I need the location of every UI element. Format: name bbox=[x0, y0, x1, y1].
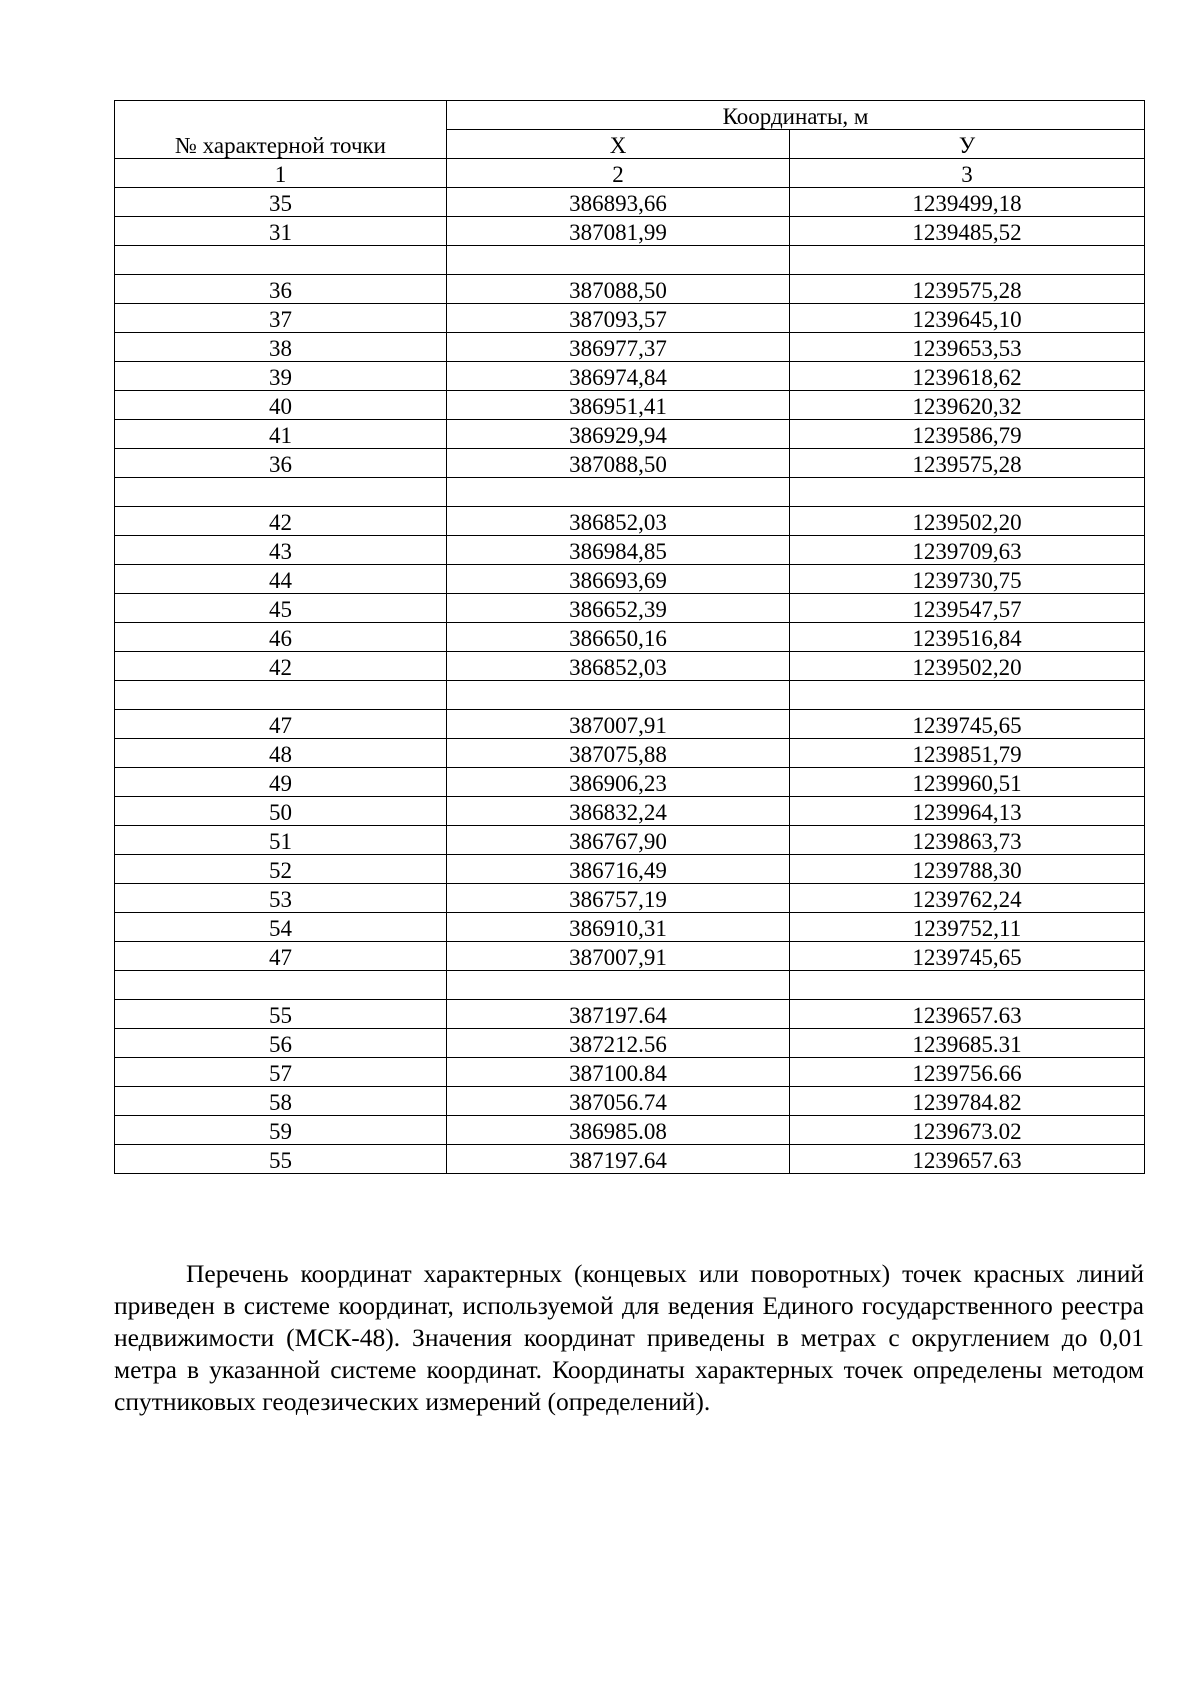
point-number-header-label: № характерной точки bbox=[174, 133, 386, 158]
column-number-row bbox=[115, 159, 1145, 188]
x-coordinate-cell bbox=[447, 478, 790, 507]
table-row bbox=[115, 855, 1145, 884]
table-row bbox=[115, 304, 1145, 333]
point-number: 53 bbox=[269, 887, 292, 912]
table-row bbox=[115, 391, 1145, 420]
y-coordinate: 1239745,65 bbox=[912, 713, 1022, 738]
y-coordinate: 1239685.31 bbox=[912, 1032, 1022, 1057]
x-coordinate: 387197.64 bbox=[569, 1003, 667, 1028]
y-coordinate: 1239762,24 bbox=[912, 887, 1022, 912]
y-coordinate: 1239745,65 bbox=[912, 945, 1022, 970]
y-coordinate: 1239863,73 bbox=[912, 829, 1022, 854]
point-number-cell bbox=[115, 739, 447, 768]
table-row bbox=[115, 449, 1145, 478]
y-coordinate-cell bbox=[790, 362, 1145, 391]
x-coordinate: 386652,39 bbox=[569, 597, 667, 622]
table-row bbox=[115, 971, 1145, 1000]
point-number: 51 bbox=[269, 829, 292, 854]
y-coordinate: 1239502,20 bbox=[912, 655, 1022, 680]
x-coordinate-cell bbox=[447, 449, 790, 478]
y-coordinate: 1239653,53 bbox=[912, 336, 1022, 361]
table-row bbox=[115, 478, 1145, 507]
y-coordinate-cell bbox=[790, 1116, 1145, 1145]
point-number-cell bbox=[115, 710, 447, 739]
x-coordinate-cell bbox=[447, 333, 790, 362]
table-row bbox=[115, 1087, 1145, 1116]
table-row bbox=[115, 797, 1145, 826]
point-number: 35 bbox=[269, 191, 292, 216]
point-number: 45 bbox=[269, 597, 292, 622]
y-coordinate: 1239709,63 bbox=[912, 539, 1022, 564]
point-number: 40 bbox=[269, 394, 292, 419]
y-coordinate: 1239788,30 bbox=[912, 858, 1022, 883]
x-coordinate: 386977,37 bbox=[569, 336, 667, 361]
point-number: 54 bbox=[269, 916, 292, 941]
point-number: 50 bbox=[269, 800, 292, 825]
x-header-label: Х bbox=[609, 133, 627, 158]
table-row bbox=[115, 1058, 1145, 1087]
x-coordinate: 386984,85 bbox=[569, 539, 667, 564]
y-header-label: У bbox=[958, 133, 976, 158]
table-row bbox=[115, 1029, 1145, 1058]
x-coordinate-cell bbox=[447, 739, 790, 768]
y-coordinate-cell bbox=[790, 333, 1145, 362]
y-coordinate: 1239499,18 bbox=[912, 191, 1022, 216]
table-header bbox=[115, 101, 1145, 188]
y-coordinate: 1239645,10 bbox=[912, 307, 1022, 332]
x-coordinate-cell bbox=[447, 1087, 790, 1116]
y-coordinate: 1239485,52 bbox=[912, 220, 1022, 245]
x-coordinate-cell bbox=[447, 623, 790, 652]
point-number: 42 bbox=[269, 655, 292, 680]
point-number-cell bbox=[115, 333, 447, 362]
y-coordinate-cell bbox=[790, 188, 1145, 217]
y-coordinate: 1239575,28 bbox=[912, 278, 1022, 303]
point-number: 47 bbox=[269, 713, 292, 738]
y-coordinate-cell bbox=[790, 681, 1145, 710]
header-row-1 bbox=[115, 101, 1145, 130]
x-coordinate-cell bbox=[447, 188, 790, 217]
x-coordinate-cell bbox=[447, 536, 790, 565]
x-coordinate-cell bbox=[447, 420, 790, 449]
coordinates-header-label: Координаты, м bbox=[722, 104, 869, 129]
y-coordinate: 1239516,84 bbox=[912, 626, 1022, 651]
table-row bbox=[115, 623, 1145, 652]
table-row bbox=[115, 826, 1145, 855]
point-number-cell bbox=[115, 594, 447, 623]
x-coordinate-cell bbox=[447, 1116, 790, 1145]
y-coordinate-cell bbox=[790, 884, 1145, 913]
point-number-cell bbox=[115, 623, 447, 652]
x-coordinate: 387212.56 bbox=[569, 1032, 667, 1057]
x-coordinate-cell bbox=[447, 855, 790, 884]
x-coordinate-cell bbox=[447, 507, 790, 536]
y-coordinate: 1239960,51 bbox=[912, 771, 1022, 796]
y-coordinate: 1239575,28 bbox=[912, 452, 1022, 477]
x-coordinate-cell bbox=[447, 681, 790, 710]
point-number-cell bbox=[115, 304, 447, 333]
column-number: 1 bbox=[274, 162, 287, 187]
y-coordinate-cell bbox=[790, 855, 1145, 884]
y-coordinate: 1239547,57 bbox=[912, 597, 1022, 622]
y-coordinate: 1239657.63 bbox=[912, 1003, 1022, 1028]
table-row bbox=[115, 710, 1145, 739]
x-coordinate: 386852,03 bbox=[569, 510, 667, 535]
table-row bbox=[115, 739, 1145, 768]
table-row bbox=[115, 768, 1145, 797]
y-coordinate-cell bbox=[790, 594, 1145, 623]
point-number: 31 bbox=[269, 220, 292, 245]
x-coordinate-cell bbox=[447, 913, 790, 942]
x-coordinate: 387088,50 bbox=[569, 452, 667, 477]
point-number: 55 bbox=[269, 1003, 292, 1028]
x-coordinate: 387088,50 bbox=[569, 278, 667, 303]
x-coordinate: 387007,91 bbox=[569, 713, 667, 738]
point-number: 46 bbox=[269, 626, 292, 651]
table-row bbox=[115, 652, 1145, 681]
x-coordinate: 386974,84 bbox=[569, 365, 667, 390]
y-coordinate-cell bbox=[790, 652, 1145, 681]
y-coordinate-cell bbox=[790, 246, 1145, 275]
x-coordinate-cell bbox=[447, 826, 790, 855]
point-number-cell bbox=[115, 507, 447, 536]
x-coordinate: 386910,31 bbox=[569, 916, 667, 941]
y-coordinate-cell bbox=[790, 971, 1145, 1000]
table-row bbox=[115, 507, 1145, 536]
point-number-cell bbox=[115, 826, 447, 855]
x-coordinate: 386757,19 bbox=[569, 887, 667, 912]
coordinates-header bbox=[447, 101, 1145, 130]
x-coordinate: 387007,91 bbox=[569, 945, 667, 970]
table-row bbox=[115, 536, 1145, 565]
point-number-cell bbox=[115, 1058, 447, 1087]
point-number-cell bbox=[115, 362, 447, 391]
column-number: 3 bbox=[961, 162, 973, 187]
point-number-cell bbox=[115, 420, 447, 449]
y-coordinate: 1239673.02 bbox=[912, 1119, 1022, 1144]
y-coordinate-cell bbox=[790, 623, 1145, 652]
y-coordinate: 1239756.66 bbox=[912, 1061, 1022, 1086]
y-coordinate-cell bbox=[790, 391, 1145, 420]
x-coordinate: 387093,57 bbox=[569, 307, 667, 332]
point-number: 55 bbox=[269, 1148, 292, 1173]
y-coordinate-cell bbox=[790, 565, 1145, 594]
x-coordinate: 387056.74 bbox=[569, 1090, 667, 1115]
column-number-cell bbox=[790, 159, 1145, 188]
y-coordinate: 1239618,62 bbox=[912, 365, 1022, 390]
x-coordinate: 387100.84 bbox=[569, 1061, 667, 1086]
column-number-cell bbox=[447, 159, 790, 188]
x-coordinate-cell bbox=[447, 710, 790, 739]
point-number-cell bbox=[115, 855, 447, 884]
x-coordinate-cell bbox=[447, 565, 790, 594]
x-coordinate: 386650,16 bbox=[569, 626, 667, 651]
table-row bbox=[115, 681, 1145, 710]
point-number-cell bbox=[115, 797, 447, 826]
point-number: 43 bbox=[269, 539, 292, 564]
column-number-cell bbox=[115, 159, 447, 188]
table-row bbox=[115, 217, 1145, 246]
x-coordinate-cell bbox=[447, 768, 790, 797]
point-number-cell bbox=[115, 768, 447, 797]
x-coordinate: 386767,90 bbox=[569, 829, 667, 854]
x-coordinate-cell bbox=[447, 971, 790, 1000]
x-coordinate-cell bbox=[447, 652, 790, 681]
point-number-cell bbox=[115, 1116, 447, 1145]
x-coordinate-cell bbox=[447, 275, 790, 304]
note-paragraph: Перечень координат характерных (концевых или поворотных) точек красных линий приведен в системе координат, используемой для ведения Единого государственного реестра недвижимости (МСК-48). Значения координат приведены в метрах с округлением до 0,01 метра в указанной системе координат. Координаты характерных точек определены методом спутниковых геодезических измерений (определений). bbox=[114, 1259, 1144, 1416]
y-coordinate-cell bbox=[790, 1145, 1145, 1174]
point-number: 41 bbox=[269, 423, 292, 448]
point-number: 42 bbox=[269, 510, 292, 535]
y-coordinate-cell bbox=[790, 913, 1145, 942]
x-coordinate: 387081,99 bbox=[569, 220, 667, 245]
point-number: 36 bbox=[269, 278, 292, 303]
y-coordinate-cell bbox=[790, 536, 1145, 565]
table-row bbox=[115, 1000, 1145, 1029]
table-row bbox=[115, 913, 1145, 942]
y-coordinate-cell bbox=[790, 217, 1145, 246]
table-row bbox=[115, 1116, 1145, 1145]
point-number-cell bbox=[115, 246, 447, 275]
y-coordinate-cell bbox=[790, 1000, 1145, 1029]
x-coordinate-cell bbox=[447, 1145, 790, 1174]
point-number-cell bbox=[115, 884, 447, 913]
table-row bbox=[115, 884, 1145, 913]
point-number-cell bbox=[115, 1087, 447, 1116]
column-number: 2 bbox=[612, 162, 624, 187]
table-row bbox=[115, 275, 1145, 304]
point-number: 39 bbox=[269, 365, 292, 390]
point-number-cell bbox=[115, 1029, 447, 1058]
point-number-cell bbox=[115, 188, 447, 217]
x-coordinate-cell bbox=[447, 1058, 790, 1087]
y-coordinate-cell bbox=[790, 275, 1145, 304]
table-row bbox=[115, 594, 1145, 623]
x-coordinate-cell bbox=[447, 594, 790, 623]
y-coordinate-cell bbox=[790, 739, 1145, 768]
point-number: 38 bbox=[269, 336, 292, 361]
point-number: 56 bbox=[269, 1032, 292, 1057]
y-coordinate-cell bbox=[790, 942, 1145, 971]
x-coordinate: 386832,24 bbox=[569, 800, 667, 825]
point-number-cell bbox=[115, 1000, 447, 1029]
x-coordinate-cell bbox=[447, 362, 790, 391]
x-coordinate-cell bbox=[447, 246, 790, 275]
y-coordinate-cell bbox=[790, 449, 1145, 478]
y-coordinate-cell bbox=[790, 797, 1145, 826]
y-coordinate: 1239752,11 bbox=[912, 916, 1022, 941]
point-number: 59 bbox=[269, 1119, 292, 1144]
table-row bbox=[115, 362, 1145, 391]
y-coordinate: 1239586,79 bbox=[912, 423, 1022, 448]
x-coordinate: 386929,94 bbox=[569, 423, 667, 448]
point-number-cell bbox=[115, 391, 447, 420]
y-coordinate-cell bbox=[790, 1058, 1145, 1087]
point-number-cell bbox=[115, 942, 447, 971]
table-row bbox=[115, 1145, 1145, 1174]
x-coordinate: 386693,69 bbox=[569, 568, 667, 593]
y-coordinate: 1239964,13 bbox=[912, 800, 1022, 825]
y-header bbox=[790, 130, 1145, 159]
point-number: 48 bbox=[269, 742, 292, 767]
point-number: 52 bbox=[269, 858, 292, 883]
y-coordinate: 1239620,32 bbox=[912, 394, 1022, 419]
point-number-cell bbox=[115, 536, 447, 565]
x-coordinate-cell bbox=[447, 217, 790, 246]
x-coordinate-cell bbox=[447, 884, 790, 913]
x-coordinate: 386893,66 bbox=[569, 191, 667, 216]
table-row bbox=[115, 565, 1145, 594]
point-number: 36 bbox=[269, 452, 292, 477]
x-coordinate: 386985.08 bbox=[569, 1119, 667, 1144]
y-coordinate: 1239502,20 bbox=[912, 510, 1022, 535]
x-coordinate-cell bbox=[447, 797, 790, 826]
point-number-cell bbox=[115, 681, 447, 710]
table-body bbox=[115, 188, 1145, 1174]
x-coordinate: 386716,49 bbox=[569, 858, 667, 883]
y-coordinate-cell bbox=[790, 420, 1145, 449]
x-coordinate-cell bbox=[447, 1000, 790, 1029]
y-coordinate: 1239657.63 bbox=[912, 1148, 1022, 1173]
x-coordinate-cell bbox=[447, 391, 790, 420]
coordinates-table bbox=[114, 100, 1145, 1174]
x-coordinate: 386951,41 bbox=[569, 394, 667, 419]
point-number-cell bbox=[115, 217, 447, 246]
point-number-cell bbox=[115, 478, 447, 507]
y-coordinate-cell bbox=[790, 1029, 1145, 1058]
point-number: 47 bbox=[269, 945, 292, 970]
x-coordinate-cell bbox=[447, 942, 790, 971]
y-coordinate-cell bbox=[790, 478, 1145, 507]
point-number: 37 bbox=[269, 307, 292, 332]
x-coordinate: 387197.64 bbox=[569, 1148, 667, 1173]
x-header bbox=[447, 130, 790, 159]
point-number-cell bbox=[115, 449, 447, 478]
table-row bbox=[115, 420, 1145, 449]
point-number: 44 bbox=[269, 568, 292, 593]
y-coordinate-cell bbox=[790, 507, 1145, 536]
x-coordinate: 386852,03 bbox=[569, 655, 667, 680]
point-number-cell bbox=[115, 971, 447, 1000]
point-number-cell bbox=[115, 565, 447, 594]
y-coordinate-cell bbox=[790, 768, 1145, 797]
y-coordinate-cell bbox=[790, 304, 1145, 333]
table-row bbox=[115, 188, 1145, 217]
x-coordinate: 387075,88 bbox=[569, 742, 667, 767]
y-coordinate-cell bbox=[790, 826, 1145, 855]
point-number: 49 bbox=[269, 771, 292, 796]
x-coordinate-cell bbox=[447, 1029, 790, 1058]
point-number-cell bbox=[115, 652, 447, 681]
table-row bbox=[115, 333, 1145, 362]
y-coordinate: 1239851,79 bbox=[912, 742, 1022, 767]
y-coordinate-cell bbox=[790, 710, 1145, 739]
point-number-cell bbox=[115, 275, 447, 304]
point-number: 58 bbox=[269, 1090, 292, 1115]
y-coordinate: 1239730,75 bbox=[912, 568, 1022, 593]
point-number: 57 bbox=[269, 1061, 292, 1086]
x-coordinate-cell bbox=[447, 304, 790, 333]
y-coordinate-cell bbox=[790, 1087, 1145, 1116]
y-coordinate: 1239784.82 bbox=[912, 1090, 1022, 1115]
table-row bbox=[115, 942, 1145, 971]
point-number-header bbox=[115, 101, 447, 159]
point-number-cell bbox=[115, 913, 447, 942]
table-row bbox=[115, 246, 1145, 275]
x-coordinate: 386906,23 bbox=[569, 771, 667, 796]
point-number-cell bbox=[115, 1145, 447, 1174]
